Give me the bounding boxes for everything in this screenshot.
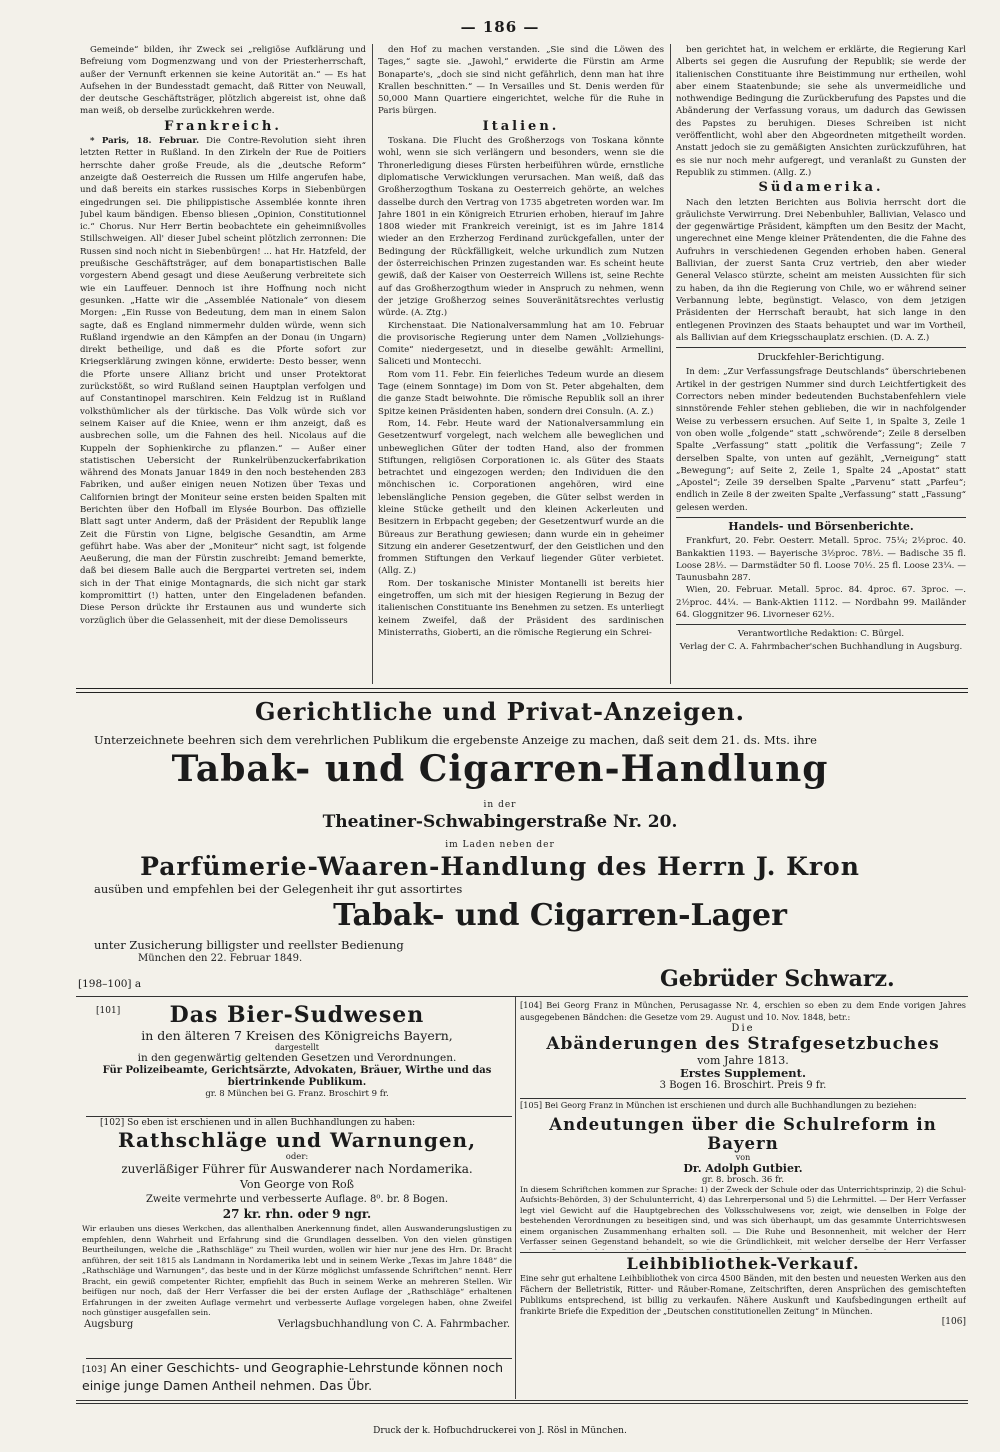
col3-body: Nach den letzten Berichten aus Bolivia herrscht dort die gräulichste Verwirrung. Drei Nebenbuhler, Ballivian, Velasco und der gegenwärtige Präsident, kämpften um den Besitz der Macht, ungerechnet eine Menge kleiner Prätendenten, die die Fahne des Aufruhrs in verschiedenen Gegenden erhoben haben. General Ballivian, der zuerst Santa Cruz vertrieb, den aber wieder General Velasco stürzte, scheint am meisten Aussichten für sich zu haben, da ihn die Regierung von Chile, wo er während seiner Verbannung lebte, begünstigt. Velasco, von dem jetzigen Präsidenten der Herrschaft beraubt, hat sich lange in den entlegenen Provinzen des Staats behauptet und war im Vortheil, als Ballivian auf dem Kriegsschauplatz erschien. (D. A. Z.): [676, 197, 966, 343]
ad-105-title: Andeutungen über die Schulreform in Bayern: [549, 1114, 937, 1153]
ad-105-author: Dr. Adolph Gutbier.: [683, 1161, 803, 1175]
ad-big-headline-2: Tabak- und Cigarren-Lager: [333, 898, 787, 933]
column-divider: [670, 44, 671, 684]
section-separator: [76, 688, 968, 693]
separator: [520, 1252, 966, 1253]
ad-102-intro: So eben ist erschienen und in allen Buchhandlungen zu haben:: [127, 1118, 416, 1128]
page-number: — 186 —: [460, 18, 540, 36]
ad-101-line-2: dargestellt: [275, 1043, 319, 1052]
ad-104-intro: Bei Georg Franz in München, Perusagasse Nr. 4, erschien so eben zu dem Ende vorigen Jahres ausgegebenen Bändchen: die Gesetze vom 29. August und 10. Nov. 1848, betr.:: [520, 1000, 966, 1022]
ad-big-headline-1: Tabak- und Cigarren-Handlung: [171, 748, 829, 790]
market-report-title: Handels- und Börsenberichte.: [728, 519, 914, 533]
section-heading-suedamerika: Südamerika.: [758, 180, 884, 196]
separator: [520, 1098, 966, 1099]
ad-104: [520, 1000, 966, 1096]
ad-102-body: Wir erlauben uns dieses Werkchen, das allenthalben Anerkennung findet, allen Auswanderungslustigen zu empfehlen, denn Wahrheit und Erfahrung sind die Grundlagen desselben. Von den vielen günstigen Beurtheilungen, welche die „Rathschläge“ zu Theil wurden, wollen wir hier nur jene des Hrn. Dr. Bracht anführen, der seit 1815 als Landmann in Nordamerika lebt und in seinem Werke „Texas im Jahre 1848“ die „Rathschläge und Warnungen“, das beste und in der Kürze möglichst umfassende Schriftchen“ nennt. Herr Bracht, ein gewiß competenter Richter, empfiehlt das Buch in seinem Werke an mehreren Stellen. Wir beifügen nur noch, daß der Herr Verfasser die bei der ersten Auflage der „Rathschläge“ erhaltenen Erfahrungen in der zweiten Auflage vermehrt und verbesserte Auflage vorgelegen haben, ohne Zweifel noch günstiger ausgefallen sein.: [82, 1224, 512, 1317]
ad-102-price: 27 kr. rhn. oder 9 ngr.: [222, 1207, 372, 1221]
ad-103: [82, 1360, 512, 1398]
ad-102-oder: oder:: [285, 1152, 309, 1162]
ad-102-title: Rathschläge und Warnungen,: [117, 1128, 477, 1152]
ad-105-body: In diesem Schriftchen kommen zur Sprache: 1) der Zweck der Schule oder das Unterrichtsprinzip, 2) die Schul-Aufsichts-Behörden, 3) der Schulunterricht, 4) das Lehrerpersonal und 5) die Lehrmittel. — Der Herr Verfasser legt viel Gewicht auf die Hauptgebrechen des Volksschulwesens vor, zeigt, wie denselben in Folge der bestehenden Verordnungen zu beseitigen sind, und was sich überhaupt, um das gesammte Unterrichtswesen einem organischen Zusammenhang erhalten soll. — Die Ruhe und Besonnenheit, mit welcher der Herr Verfasser seinen Gegenstand behandelt, so wie die Gründlichkeit, mit welcher derselbe der Herr Verfasser: [520, 1184, 966, 1247]
col2-toskana: Toskana. Die Flucht des Großherzogs von Toskana könnte wohl, wenn sie sich verlängern und besonders, wenn sie die Thronerledigung dieses Fürsten herbeiführen würde, ernstliche diplomatische Verwicklungen verursachen. Man weiß, daß das Großherzogthum Toskana zu Oesterreich gehörte, an welches dasselbe durch den Vertrag von 1735 abgetreten worden war. Im Jahre 1801 in ein Königreich Etrurien erhoben, hierauf im Jahre 1808 wieder mit Frankreich vereinigt, ist es im Jahre 1814 wieder an den Erzherzog Ferdinand zurückgefallen, unter der Bedingung der Rückfälligkeit, welche urkundlich zum Nutzen der österreichischen Prinzen zugestanden war. Es scheint heute gewiß, daß der Kaiser von Oesterreich Willens ist, seine Rechte auf das Großherzogthum wieder in Anspruch zu nehmen, wenn der jetzige Großherzog seines Souveränitätsrechtes verlustig würde. (A. Ztg.): [378, 136, 664, 319]
column-3: [676, 44, 966, 684]
ad-105-von: von: [735, 1152, 751, 1162]
errata-body: In dem: „Zur Verfassungsfrage Deutschlands“ überschriebenen Artikel in der gestrigen Nummer sind durch Leichtfertigkeit des Correctors neben minder bedeutenden Buchstabenfehlern viele sinnstörende Fehler stehen geblieben, die wir in nachfolgender Weise zu verbessern ersuchen. Auf Seite 1, in Spalte 3, Zeile 1 von oben wolle „folgende“ statt „schwörende“; Zeile 8 derselben Spalte „Verfassung“ statt „politik die Verfassung“; Zeile 7 derselben Spalte, von unten auf gezählt, „Verneigung“ statt „Bewegung“; auf Seite 2, Zeile 1, Spalte 24 „Apostat“ statt „Apostel“; Zeile 39 derselben Spalte „Parvenu“ statt „Parfeu“; endlich in Zeile 8 der zweiten Spalte „Verfassung“ statt „Fassung“ gelesen werden.: [676, 367, 966, 513]
column-divider: [372, 44, 373, 684]
market-report-wien: Wien, 20. Februar. Metall. 5proc. 84. 4proc. 67. 3proc. —. 2½proc. 44¼. — Bank-Aktien 1112. — Nordbahn 99. Mailänder 64. Gloggnitzer 96. Livorneser 62½.: [676, 585, 966, 621]
ad-in-der: in der: [483, 800, 517, 810]
ad-date: München den 22. Februar 1849.: [138, 953, 303, 964]
ad-102-ref: [102]: [100, 1118, 125, 1128]
col1-body: Die Contre-Revolution sieht ihren letzten Retter in Rußland. In den Zirkeln der Rue de Poitiers herrschte daher große Freude, als die „deutsche Reform“ anzeigte daß Oesterreich die Russen um Hilfe angerufen habe, und daß bereits ein starkes russisches Korps in Siebenbürgen eingedrungen sei. Die philippistische Assemblée konnte ihren Jubel kaum bändigen. Ebenso bliesen „Opinion, Constitutionnel ic.“ Chorus. Nur Herr Bertin beobachtete ein geheimnißvolles Stillschweigen. All' dieser Jubel scheint plötzlich zerronnen: Die Russen sind noch nicht in Siebenbürgen! ... hat Hr. Hatzfeld, der preußische Geschäftsträger, auf dem bonapartistischen Balle vorgestern Abend gesagt und diese Aeußerung verbreitete sich wie ein Lauffeuer. Dennoch ist ihre Hoffnung noch nicht gesunken. „Hatte wir die „Assemblée Nationale“ von diesem Morgen: „Ein Russe von Bedeutung, dem man in einem Salon sagte, daß es England nimmermehr dulden würde, wenn sich Rußland irgendwie an den Kämpfen an der Donau (in Ungarn) direkt betheilige, und daß es die Pforte sofort zur Kriegserklärung zwingen könne, erwiderte: Desto besser, wenn die Pforte unsere Allianz bricht und unser Protektorat zurückstößt, so wird Rußland seinen Hauptplan verfolgen und auf Constantinopel marschiren. Kein Feldzug ist in Rußland volksthümlicher als der türkische. Das Volk würde sich vor seinem Kaiser auf die Kniee, wenn er ihm anzeigt, daß es ausbrechen solle, um die Fahnen des heil. Nicolaus auf die Kuppeln der Sophienkirche zu pflanzen.“ — Außer einer statistischen Uebersicht der Runkelrübenzuckerfabrikation während des Monats Januar 1849 in den noch bestehenden 283 Fabriken, und außer einigen neuen Notizen über Texas und Californien bringt der Moniteur seine ersten beiden Spalten mit Berichten über den Hofball im Elysée Bourbon. Das offizielle Blatt sagt unter Anderm, daß der Präsident der Republik lange Zeit die Fürstin von Ligne, belgische Gesandtin, am Arme geführt habe. Was aber der „Moniteur“ nicht sagt, ist folgende Aeußerung, die man der Fürstin zuschreibt: Jemand bemerkte, daß bei diesem Balle auch die Bergpartei vertreten sei, indem sich in der That einige Montagnards, die sich nicht gar stark kompromittirt (!) hatten, unter den Eingeladenen befanden. Diese Person drückte ihr Erstaunen aus und wunderte sich vorzüglich über die Gelassenheit, mit der diese Demolisseurs: [80, 136, 366, 626]
ad-101-line-5: gr. 8 München bei G. Franz. Broschirt 9 fr.: [205, 1089, 389, 1099]
section-heading-frankreich: Frankreich.: [164, 118, 282, 134]
ad-105: [520, 1100, 966, 1250]
col1-intro: Gemeinde“ bilden, ihr Zweck sei „religiöse Aufklärung und Befreiung vom Dogmenzwang und von der Priesterherrschaft, außer der Vernunft erkennen sie keine Autorität an.“ — Es hat Aufsehen in der Bundesstadt gemacht, daß Ritter von Neuwall, der deutsche Geschäftsträger, plötzlich abgereist ist, ohne daß man weiß, ob derselbe zurückkehren werde.: [80, 45, 366, 117]
ad-105-ref: [105]: [520, 1100, 543, 1110]
col2-kirchenstaat: Kirchenstaat. Die Nationalversammlung hat am 10. Februar die provisorische Regierung unter dem Namen „Vollziehungs-Comite“ niedergesetzt, und in dieselbe gewählt: Armellini, Saliceti und Montecchi.: [378, 320, 664, 368]
ad-104-title: Abänderungen des Strafgesetzbuches: [546, 1034, 940, 1054]
ads-heading: Gerichtliche und Privat-Anzeigen.: [255, 697, 745, 726]
col2-rom-3: Rom. Der toskanische Minister Montanelli ist bereits hier eingetroffen, um sich mit der hiesigen Regierung in Bezug der italienischen Constituante ins Benehmen zu setzen. Es unterliegt keinem Zweifel, daß der Präsident des sardinischen Ministerraths, Gioberti, an die römische Regierung ein Schrei-: [378, 578, 664, 638]
ad-street: Theatiner-Schwabingerstraße Nr. 20.: [322, 812, 678, 832]
ad-line-3: unter Zusicherung billigster und reellster Bedienung: [94, 938, 404, 952]
ad-101-title: Das Bier-Sudwesen: [169, 1002, 425, 1028]
ad-105-price: gr. 8. brosch. 36 fr.: [702, 1174, 784, 1185]
ad-104-ref: [104]: [520, 1000, 543, 1010]
ad-101-line-4: Für Polizeibeamte, Gerichtsärzte, Advokaten, Bräuer, Wirthe und das biertrinkende Publikum.: [102, 1065, 492, 1088]
ad-im-laden: im Laden neben der: [445, 840, 555, 850]
ad-101: [82, 1000, 512, 1112]
errata-title: Druckfehler-Berichtigung.: [757, 352, 885, 364]
ad-104-die: Die: [731, 1023, 755, 1034]
col2-intro: den Hof zu machen verstanden. „Sie sind die Löwen des Tages,“ sagte sie. „Jawohl,“ erwiderte die Fürstin am Arme Bonaparte's, „doch sie sind nicht gefährlich, denn man hat ihre Krallen beschnitten.“ — In Versailles und St. Denis werden für 50,000 Mann Quartiere eingerichtet, welche für die Ruhe in Paris bürgen.: [378, 45, 664, 117]
ad-106-ref: [106]: [941, 1317, 966, 1327]
ad-101-ref: [101]: [96, 1006, 121, 1016]
ad-103-text: An einer Geschichts- und Geographie-Lehrstunde können noch einige junge Damen Antheil nehmen. Das Übr.: [82, 1360, 504, 1393]
ad-102-edition: Zweite vermehrte und verbesserte Auflage. 8⁰. br. 8 Bogen.: [145, 1194, 449, 1205]
ad-104-line-1: vom Jahre 1813.: [697, 1054, 789, 1067]
ad-102-place: Augsburg: [84, 1318, 134, 1330]
publisher-line: Verlag der C. A. Fahrmbacher'schen Buchhandlung in Augsburg.: [679, 641, 963, 652]
col2-rom-2: Rom, 14. Febr. Heute ward der Nationalversammlung ein Gesetzentwurf vorgelegt, nach welchem alle beweglichen und unbeweglichen Güter der todten Hand, also der frommen Stiftungen, religiösen Corporationen ic. als Güter des Staats betrachtet und eingezogen werden; den Individuen die den mönchischen ic. Corporationen angehören, wird eine lebenslängliche Pension gegeben, die Güter selbst werden in kleine Stücke getheilt und den kleinen Ackerleuten und Besitzern in Erbpacht gegeben; der Gesetzentwurf wurde an die Büreaus zur Berathung gewiesen; dann wurde ein in geheimer Sitzung ein anderer Gesetzentwurf, der den Geistlichen und den frommen Stiftungen den Verkauf liegender Güter verbietet. (Allg. Z.): [378, 418, 664, 577]
separator: [76, 1403, 968, 1404]
column-divider: [515, 997, 516, 1399]
separator: [76, 1400, 968, 1401]
ad-101-line-3: in den gegenwärtig geltenden Gesetzen und Verordnungen.: [137, 1052, 457, 1064]
ad-103-ref: [103]: [82, 1365, 107, 1375]
ad-102-author: Von George von Roß: [239, 1178, 355, 1191]
ad-reference: [198–100] a: [78, 978, 142, 990]
col3-intro: ben gerichtet hat, in welchem er erklärte, die Regierung Karl Alberts sei gegen die Ausrufung der Republik; sie werde der italienischen Constituante ihre Beistimmung nur ertheilen, wohl aber einem Staatenbunde; sie sehe als unvermeidliche und nothwendige Bedingung die Zurückberufung des Papstes und die Abänderung der Verfassung voraus, um dadurch das Gewissen des Papstes zu beruhigen. Dieses Schreiben ist nicht veröffentlicht, wohl aber den Abgeordneten mitgetheilt worden. Anstatt jedoch sie zu gemäßigten Ansichten zurückzuführen, hat es sie nur noch mehr aufgeregt, und veranlaßt zu Gunsten der Republik zu stimmen. (Allg. Z.): [676, 45, 966, 178]
ad-parfum-line: Parfümerie-Waaren-Handlung des Herrn J. Kron: [140, 852, 860, 881]
market-report-frankfurt: Frankfurt, 20. Febr. Oesterr. Metall. 5proc. 75¼; 2½proc. 40. Bankaktien 1193. — Bayerische 3½proc. 78½. — Badische 35 fl. Loose 28½. — Darmstädter 50 fl. Loose 70½. 25 fl. Loose 23¼. — Taunusbahn 287.: [676, 536, 966, 584]
column-2: [378, 44, 664, 684]
ad-106-body: Eine sehr gut erhaltene Leihbibliothek von circa 4500 Bänden, mit den besten und neuesten Werken aus den Fächern der Belletristik, Ritter- und Räuber-Romane, Zeitschriften, deren Ansprüchen des gemischteften Publikums entsprechend, ist billig zu verkaufen. Nähere Auskunft und Kaufsbedingungen ertheilt auf frankirte Briefe die Expedition der „Deutschen constitutionellen Zeitung“ in München.: [520, 1274, 966, 1316]
separator: [76, 996, 968, 997]
section-heading-italien: Italien.: [482, 118, 560, 134]
ad-105-intro: Bei Georg Franz in München ist erschienen und durch alle Buchhandlungen zu beziehen:: [544, 1100, 917, 1110]
ad-signature: Gebrüder Schwarz.: [660, 966, 895, 992]
separator: [86, 1116, 512, 1117]
ad-102-line-1: zuverläßiger Führer für Auswanderer nach Nordamerika.: [121, 1162, 473, 1176]
dateline: * Paris, 18. Februar.: [90, 136, 200, 147]
ad-106-title: Leihbibliothek-Verkauf.: [626, 1254, 860, 1273]
ad-101-line-1: in den älteren 7 Kreisen des Königreichs Bayern,: [141, 1028, 453, 1043]
editor-line: Verantwortliche Redaktion: C. Bürgel.: [737, 629, 905, 640]
ad-102: [82, 1118, 512, 1356]
separator: [86, 1358, 512, 1359]
printer-imprint: Druck der k. Hofbuchdruckerei von J. Rösl in München.: [373, 1426, 627, 1436]
ad-104-line-2: Erstes Supplement.: [679, 1066, 806, 1080]
ad-102-publisher: Verlagsbuchhandlung von C. A. Fahrmbacher.: [277, 1318, 510, 1330]
ad-106: [520, 1254, 966, 1398]
ad-line-2: ausüben und empfehlen bei der Gelegenheit ihr gut assortirtes: [94, 882, 463, 896]
column-1: [80, 44, 366, 684]
ad-104-line-3: 3 Bogen 16. Broschirt. Preis 9 fr.: [659, 1080, 827, 1091]
col2-rom-1: Rom vom 11. Febr. Ein feierliches Tedeum wurde an diesem Tage (einem Sonntage) im Dom von St. Peter abgehalten, dem die ganze Stadt beiwohnte. Die römische Republik soll an ihrer Spitze keinen Präsidenten haben, sondern drei Consuln. (A. Z.): [378, 369, 664, 417]
ad-intro-line: Unterzeichnete beehren sich dem verehrlichen Publikum die ergebenste Anzeige zu machen, daß seit dem 21. ds. Mts. ihre: [94, 733, 817, 747]
